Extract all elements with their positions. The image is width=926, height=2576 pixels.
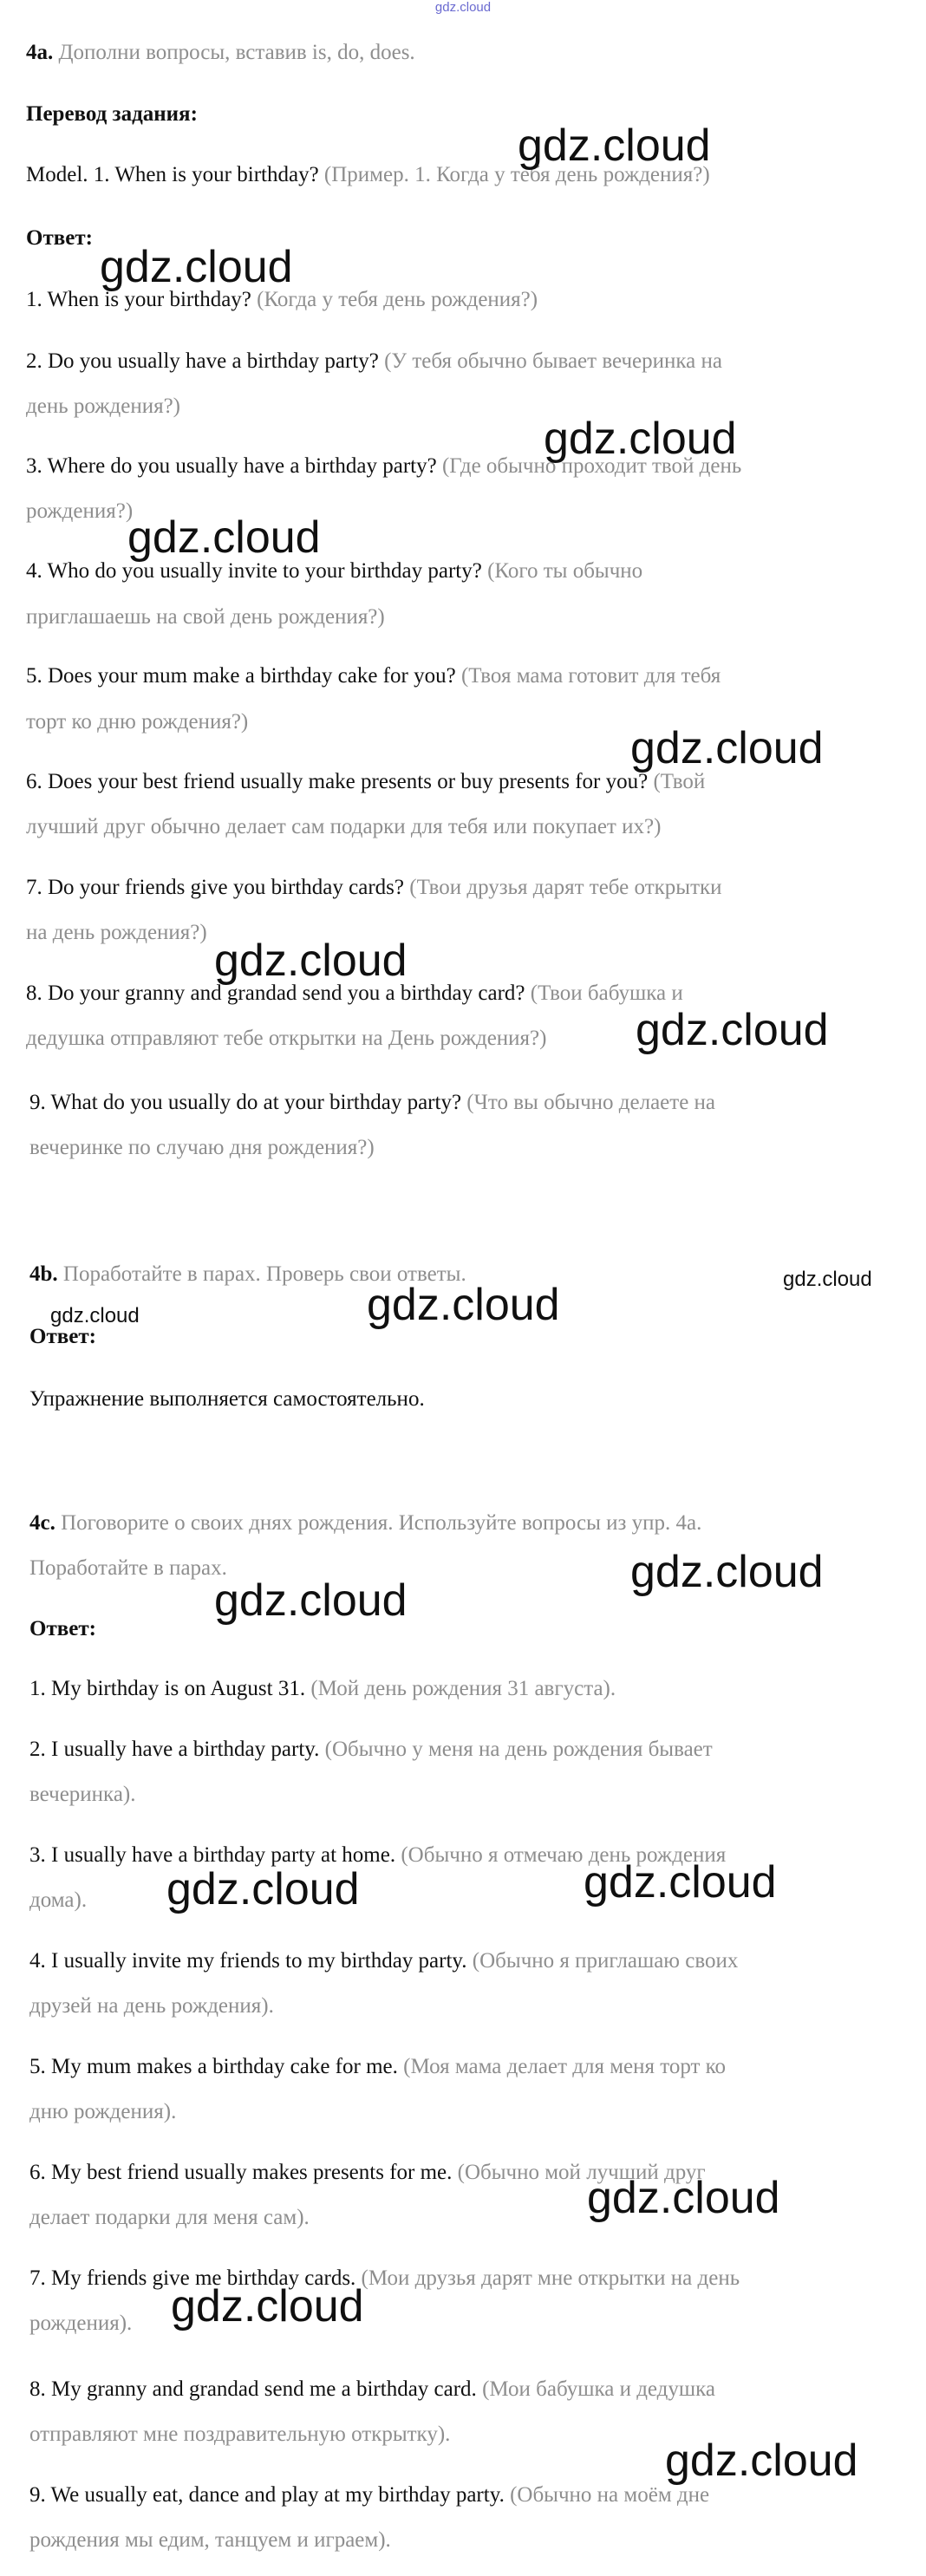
ex4a-line [26, 606, 893, 629]
watermark: gdz.cloud [127, 512, 321, 563]
line-en: 9. What do you usually do at your birthday party? [29, 1091, 462, 1114]
ex4a-line [26, 982, 893, 1005]
watermark: gdz.cloud [587, 2173, 780, 2223]
watermark: gdz.cloud [214, 1575, 408, 1626]
line-ru: друзей на день рождения). [29, 1994, 274, 2018]
ex4c-answer-label: Ответ: [29, 1617, 96, 1640]
ex4c-line [29, 2056, 897, 2078]
ex4a-line [26, 560, 893, 583]
line-en: 5. Does your mum make a birthday cake for you? [26, 664, 456, 688]
watermark: gdz.cloud [630, 723, 824, 773]
line-en: 8. Do your granny and grandad send you a birthday card? [26, 981, 525, 1005]
watermark: gdz.cloud [367, 1280, 560, 1330]
line-ru: дома). [29, 1888, 88, 1912]
line-en: 5. My mum makes a birthday cake for me. [29, 2055, 398, 2078]
line-ru: (Обычно на моём дне [510, 2483, 710, 2507]
ex4a-line [29, 1137, 897, 1159]
ex4c-line [29, 1678, 897, 1700]
ex4a-line [26, 877, 893, 899]
line-en: 4. Who do you usually invite to your birthday party? [26, 559, 482, 583]
ex4a-heading [26, 42, 893, 64]
line-en: 1. When is your birthday? [26, 288, 251, 311]
site-logo: gdz.cloud [434, 0, 492, 15]
ex4a-line [26, 350, 893, 373]
ex4a-model-ru: (Пример. 1. Когда у тебя день рождения?) [323, 163, 710, 186]
watermark: gdz.cloud [214, 936, 408, 986]
watermark: gdz.cloud [518, 121, 711, 171]
line-en: 6. Does your best friend usually make presents or buy presents for you? [26, 770, 649, 793]
ex4a-task: Дополни вопросы, вставив is, do, does. [58, 41, 415, 64]
line-en: 7. My friends give me birthday cards. [29, 2266, 356, 2290]
ex4c-line [29, 2529, 897, 2552]
ex4b-answer-text: Упражнение выполняется самостоятельно. [29, 1387, 425, 1411]
ex4a-line [26, 771, 893, 793]
ex4c-line [29, 2267, 897, 2290]
line-en: 3. I usually have a birthday party at home. [29, 1843, 396, 1867]
ex4c-line [29, 2101, 897, 2123]
line-ru: день рождения?) [26, 395, 180, 418]
line-ru: (Что вы обычно делаете на [466, 1091, 716, 1114]
line-ru: дню рождения). [29, 2100, 177, 2123]
watermark: gdz.cloud [783, 1268, 872, 1291]
ex4c-line [29, 1950, 897, 1973]
line-en: 9. We usually eat, dance and play at my birthday party. [29, 2483, 505, 2507]
ex4a-line [29, 1092, 897, 1114]
ex4a-answer-label: Ответ: [26, 226, 93, 250]
watermark: gdz.cloud [100, 242, 293, 292]
ex4b-label: 4b. [29, 1262, 58, 1286]
line-ru: (Обычно у меня на день рождения бывает [324, 1738, 713, 1761]
line-ru: дедушка отправляют тебе открытки на День рождения?) [26, 1027, 547, 1050]
line-ru: отправляют мне поздравительную открытку). [29, 2423, 451, 2446]
ex4a-model-en: Model. 1. When is your birthday? [26, 163, 319, 186]
line-ru: (Обычно мой лучший друг [457, 2161, 706, 2184]
line-en: 8. My granny and grandad send me a birthday card. [29, 2377, 477, 2401]
line-en: 3. Where do you usually have a birthday party? [26, 454, 437, 478]
ex4a-line [26, 395, 893, 418]
ex4c-line [29, 1995, 897, 2018]
ex4b-task: Поработайте в парах. Проверь свои ответы. [62, 1262, 466, 1286]
line-ru: (Моя мама делает для меня торт ко [403, 2055, 727, 2078]
line-ru: приглашаешь на свой день рождения?) [26, 605, 385, 629]
watermark: gdz.cloud [630, 1547, 824, 1597]
line-ru: рождения мы едим, танцуем и играем). [29, 2528, 391, 2552]
line-en: 6. My best friend usually makes presents for me. [29, 2161, 453, 2184]
line-ru: (Обычно я отмечаю день рождения [401, 1843, 727, 1867]
watermark: gdz.cloud [50, 1304, 140, 1327]
line-ru: рождения?) [26, 499, 134, 523]
line-ru: (Обычно я приглашаю своих [472, 1949, 739, 1973]
line-ru: на день рождения?) [26, 921, 207, 944]
ex4c-task: Поговорите о своих днях рождения. Используйте вопросы из упр. 4а. [61, 1511, 702, 1535]
line-ru: (Мой день рождения 31 августа). [310, 1677, 616, 1700]
ex4a-line [26, 665, 893, 688]
line-ru: (У тебя обычно бывает вечеринка на [384, 349, 722, 373]
line-ru: вечеринке по случаю дня рождения?) [29, 1136, 375, 1159]
line-ru: (Кого ты обычно [487, 559, 643, 583]
watermark: gdz.cloud [584, 1857, 777, 1908]
ex4c-line [29, 2378, 897, 2401]
ex4c-line [29, 1784, 897, 1806]
line-ru: (Твои друзья дарят тебе открытки [409, 876, 722, 899]
line-ru: (Твоя мама готовит для тебя [460, 664, 721, 688]
ex4a-translation-label: Перевод задания: [26, 102, 198, 126]
line-ru: (Когда у тебя день рождения?) [257, 288, 538, 311]
ex4a-model [26, 164, 893, 186]
ex4b-answer-label: Ответ: [29, 1325, 96, 1348]
watermark: gdz.cloud [166, 1864, 360, 1914]
line-ru: (Где обычно проходит твой день [441, 454, 742, 478]
line-ru: (Твой [653, 770, 706, 793]
ex4a-line [26, 922, 893, 944]
ex4c-label: 4c. [29, 1511, 55, 1535]
line-en: 4. I usually invite my friends to my birthday party. [29, 1949, 467, 1973]
watermark: gdz.cloud [636, 1005, 829, 1055]
watermark: gdz.cloud [171, 2281, 364, 2331]
ex4c-line [29, 2484, 897, 2507]
line-ru: лучший друг обычно делает сам подарки для тебя или покупает их?) [26, 815, 662, 838]
ex4c-line [29, 1738, 897, 1761]
line-ru: (Мои друзья дарят мне открытки на день [361, 2266, 740, 2290]
ex4a-label: 4a. [26, 41, 54, 64]
line-en: 2. Do you usually have a birthday party? [26, 349, 379, 373]
ex4a-line [26, 816, 893, 838]
line-ru: (Мои бабушка и дедушка [482, 2377, 716, 2401]
line-ru: делает подарки для меня сам). [29, 2206, 310, 2229]
line-ru: (Твои бабушка и [530, 981, 683, 1005]
ex4c-line [29, 2312, 897, 2335]
line-ru: торт ко дню рождения?) [26, 710, 249, 734]
ex4c-task-line2: Поработайте в парах. [29, 1556, 227, 1580]
watermark: gdz.cloud [544, 414, 737, 464]
line-en: 2. I usually have a birthday party. [29, 1738, 320, 1761]
line-en: 1. My birthday is on August 31. [29, 1677, 306, 1700]
line-ru: рождения). [29, 2312, 133, 2335]
watermark: gdz.cloud [665, 2436, 858, 2486]
ex4a-line [26, 455, 893, 478]
ex4c-heading [29, 1512, 897, 1535]
line-en: 7. Do your friends give you birthday cards? [26, 876, 404, 899]
line-ru: вечеринка). [29, 1783, 136, 1806]
